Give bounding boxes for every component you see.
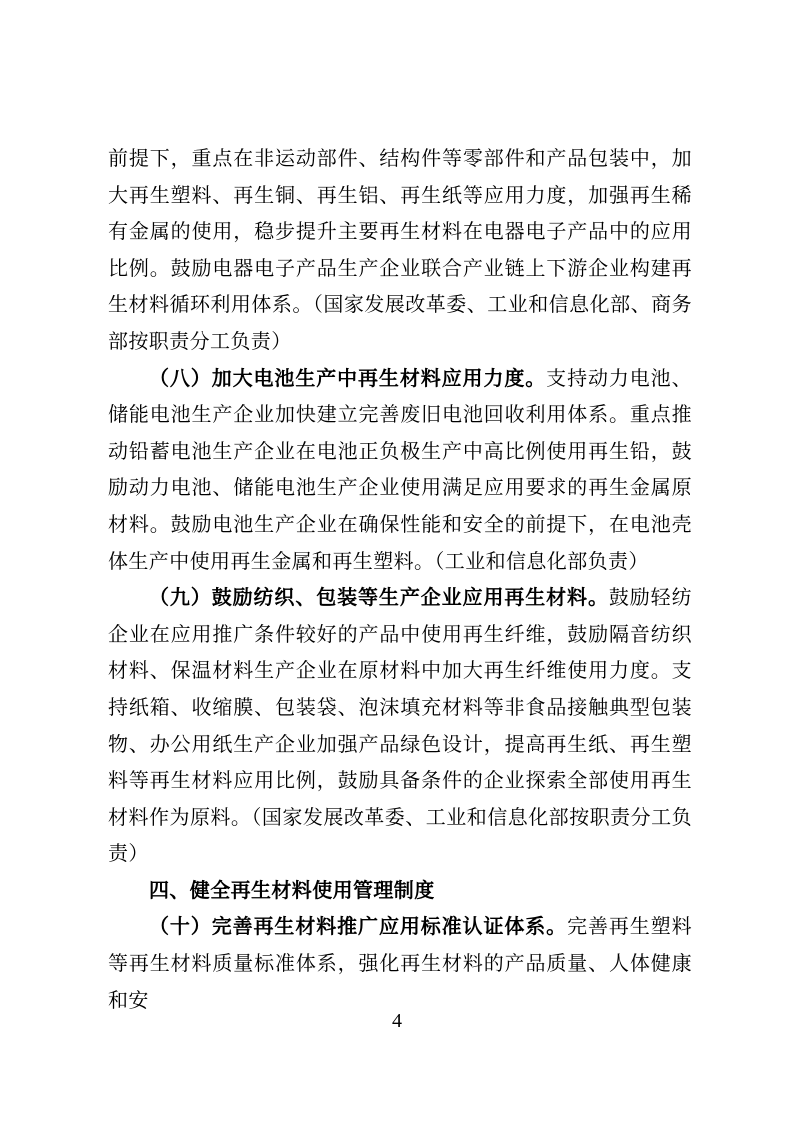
paragraph-8	[108, 360, 692, 580]
paragraph-8-lead: （八）加大电池生产中再生材料应用力度。	[149, 365, 547, 390]
paragraph-10-text: 完善再生塑料等再生材料质量标准体系，强化再生材料的产品质量、人体健康和安	[108, 914, 692, 1012]
paragraph-9-text: 鼓励轻纺企业在应用推广条件较好的产品中使用再生纤维，鼓励隔音纺织材料、保温材料生产企业在原材料中加大再生纤维使用力度。支持纸箱、收缩膜、包装袋、泡沫填充材料等非食品接触典型包装物、办公用纸生产企业加强产品绿色设计，提高再生纸、再生塑料等再生材料应用比例，鼓励具备条件的企业探索全部使用再生材料作为原料。（国家发展改革委、工业和信息化部按职责分工负责）	[108, 585, 692, 866]
paragraph-8-text: 支持动力电池、储能电池生产企业加快建立完善废旧电池回收利用体系。重点推动铅蓄电池生产企业在电池正负极生产中高比例使用再生铅，鼓励动力电池、储能电池生产企业使用满足应用要求的再生金属原材料。鼓励电池生产企业在确保性能和安全的前提下，在电池壳体生产中使用再生金属和再生塑料。（工业和信息化部负责）	[108, 365, 692, 573]
page-number: 4	[392, 1010, 402, 1032]
paragraph-10-lead: （十）完善再生材料推广应用标准认证体系。	[149, 914, 568, 939]
document-body	[108, 140, 692, 1018]
paragraph-continuation: 前提下，重点在非运动部件、结构件等零部件和产品包装中，加大再生塑料、再生铜、再生铝、再生纸等应用力度，加强再生稀有金属的使用，稳步提升主要再生材料在电器电子产品中的应用比例。鼓励电器电子产品生产企业联合产业链上下游企业构建再生材料循环利用体系。（国家发展改革委、工业和信息化部、商务部按职责分工负责）	[108, 146, 692, 353]
paragraph-9	[108, 579, 692, 872]
section-heading: 四、健全再生材料使用管理制度	[149, 877, 435, 902]
paragraph-10	[108, 908, 692, 1018]
paragraph-9-lead: （九）鼓励纺织、包装等生产企业应用再生材料。	[149, 585, 609, 610]
